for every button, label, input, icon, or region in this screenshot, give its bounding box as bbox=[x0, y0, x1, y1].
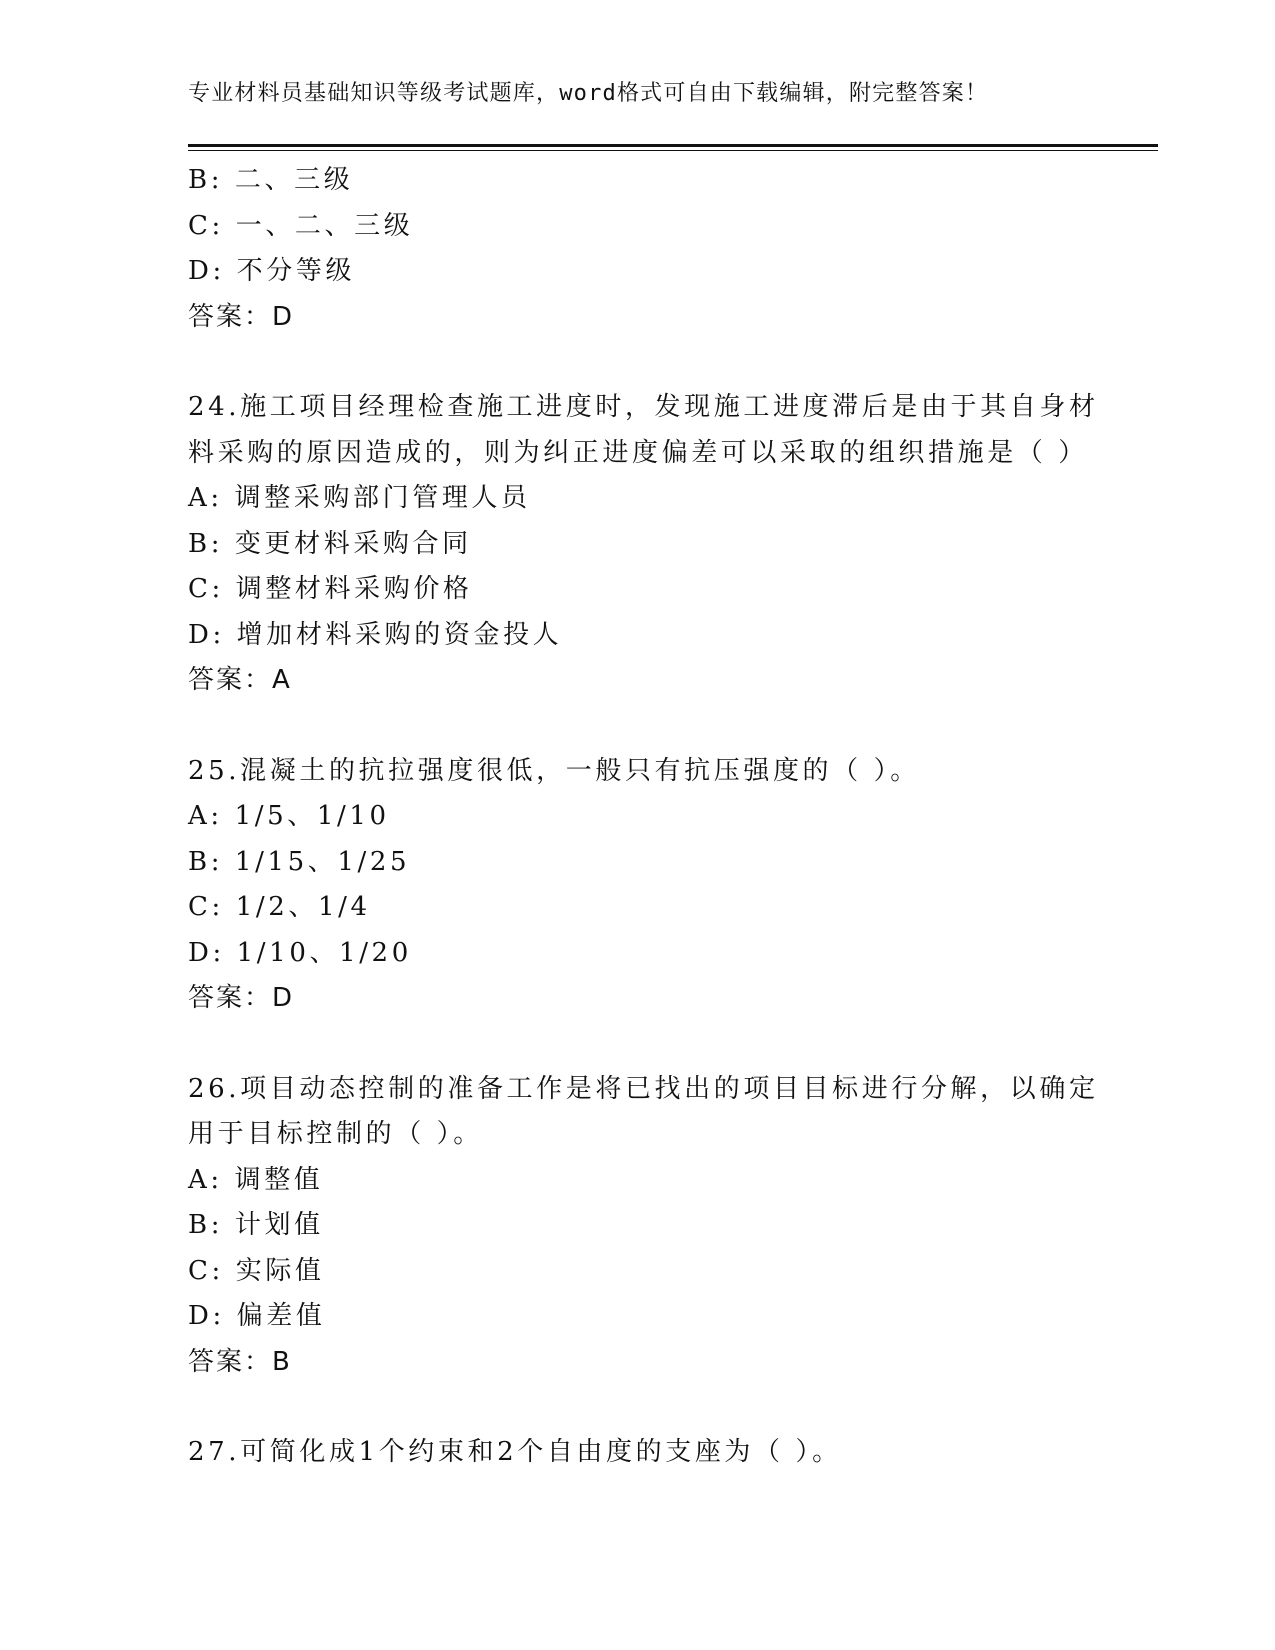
header-rule-thick bbox=[188, 144, 1158, 147]
answer-line: 答案：B bbox=[188, 1346, 292, 1377]
option-d: D: 偏差值 bbox=[188, 1301, 326, 1331]
question-stem-continued: 料采购的原因造成的，则为纠正进度偏差可以采取的组织措施是（ ） bbox=[188, 437, 1088, 468]
option-c: C: 1/2、1/4 bbox=[188, 892, 371, 922]
question-25 bbox=[188, 749, 1088, 1022]
page-header-title: 专业材料员基础知识等级考试题库，word格式可自由下载编辑，附完整答案！ bbox=[188, 81, 989, 106]
option-d: D: 不分等级 bbox=[188, 256, 356, 286]
option-b: B: 二、三级 bbox=[188, 165, 354, 195]
option-a: A: 调整值 bbox=[188, 1164, 324, 1195]
document-body bbox=[188, 158, 1099, 1521]
question-stem: 25.混凝土的抗拉强度很低，一般只有抗压强度的（ ）。 bbox=[188, 755, 920, 786]
question-24 bbox=[188, 385, 1099, 704]
question-stem: 27.可简化成1个约束和2个自由度的支座为（ ）。 bbox=[188, 1437, 842, 1467]
answer-line: 答案：D bbox=[188, 983, 295, 1013]
header-rule-thin bbox=[188, 150, 1158, 151]
option-c: C: 实际值 bbox=[188, 1255, 325, 1286]
option-b: B: 计划值 bbox=[188, 1210, 324, 1240]
answer-line: 答案：A bbox=[188, 665, 292, 695]
question-stem: 24.施工项目经理检查施工进度时，发现施工进度滞后是由于其自身材 bbox=[188, 392, 1099, 422]
option-d: D: 增加材料采购的资金投人 bbox=[188, 619, 563, 650]
option-a: A: 1/5、1/10 bbox=[188, 801, 390, 831]
option-a: A: 调整采购部门管理人员 bbox=[188, 483, 531, 513]
question-stem: 26.项目动态控制的准备工作是将已找出的项目目标进行分解，以确定 bbox=[188, 1073, 1099, 1104]
question-27 bbox=[188, 1430, 1088, 1476]
option-b: B: 1/15、1/25 bbox=[188, 846, 411, 877]
option-c: C: 一、二、三级 bbox=[188, 210, 414, 241]
question-23-continued bbox=[188, 158, 1088, 340]
question-stem-continued: 用于目标控制的（ ）。 bbox=[188, 1119, 483, 1149]
option-c: C: 调整材料采购价格 bbox=[188, 574, 473, 604]
option-b: B: 变更材料采购合同 bbox=[188, 528, 472, 559]
option-d: D: 1/10、1/20 bbox=[188, 937, 412, 968]
question-26 bbox=[188, 1067, 1099, 1386]
answer-line: 答案：D bbox=[188, 301, 295, 332]
